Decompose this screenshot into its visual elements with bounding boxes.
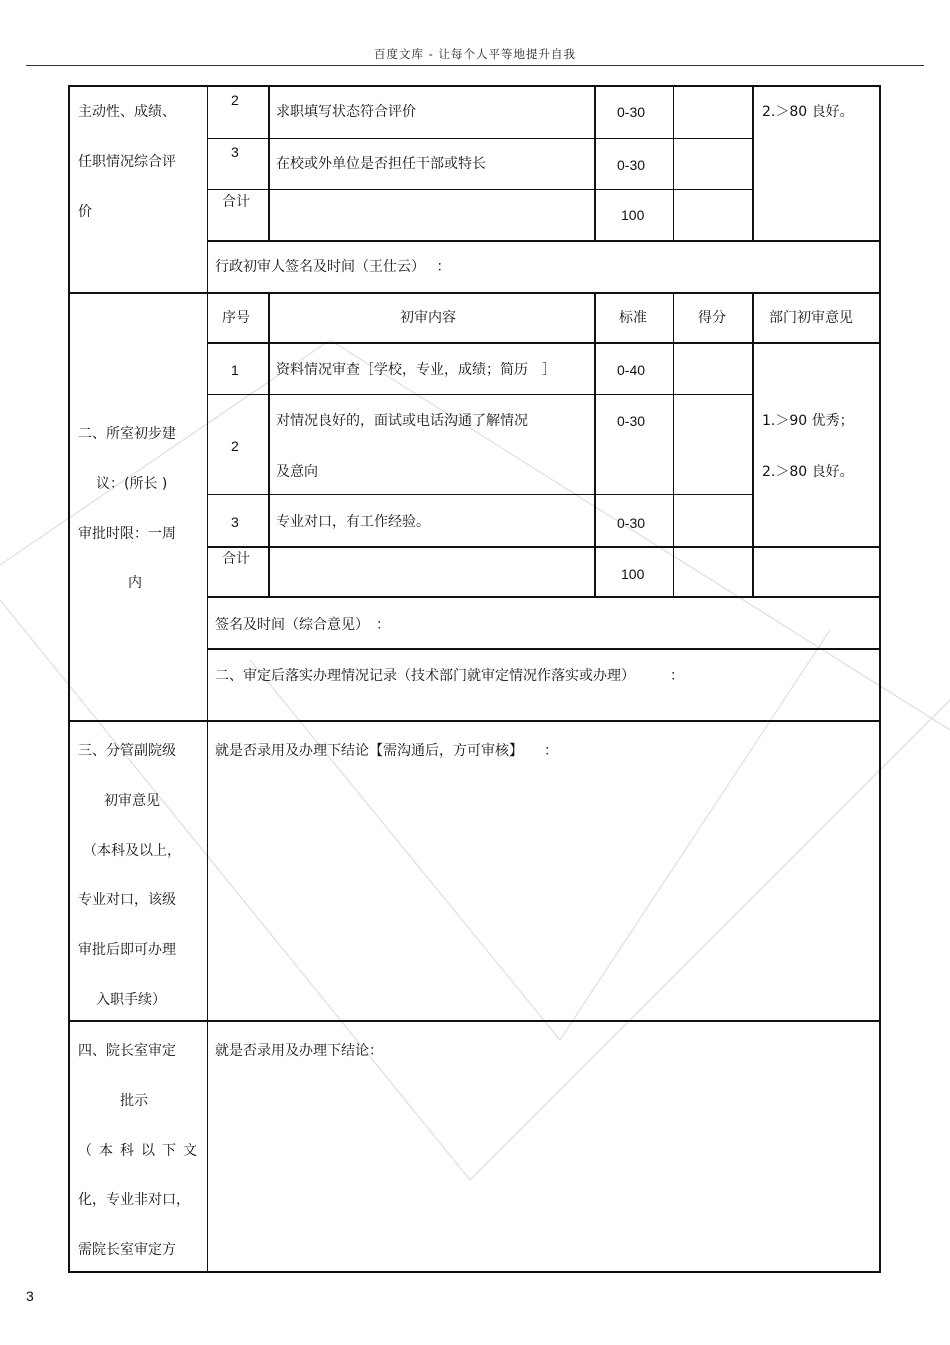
s2-header-bottom [208,342,881,344]
s1-left-line-3: 价 [78,204,92,220]
s4-left-line-5: 需院长室审定方 [78,1242,176,1258]
s1-row2-no: 3 [231,144,239,160]
s2-row-line-4 [208,596,881,598]
s4-left-line-4: 化，专业非对口， [78,1192,190,1208]
s2-left-line-3: 审批时限：一周 [78,526,176,542]
s1-row2-content: 在校或外单位是否担任干部或特长 [276,156,486,172]
s2-row2-standard: 0-30 [617,413,646,429]
s1-opinion: 2.＞80 良好。 [762,104,854,120]
s2-header-score: 得分 [698,310,726,326]
s3-left-line-6: 入职手续） [96,992,166,1008]
s3-content: 就是否录用及办理下结论【需沟通后，方可审核】 ： [215,743,558,759]
s2-header-opinion: 部门初审意见 [769,310,853,326]
s1-total-label: 合计 [222,194,250,210]
left-column-divider [207,85,208,1273]
s1-row-line-2 [208,189,753,190]
s2-row1-no: 1 [231,362,239,378]
s1-row-line-1 [208,138,753,139]
s2-left-line-2: 议：(所长 ) [96,476,168,492]
s2-row3-no: 3 [231,514,239,530]
s4-left-line-2: 批示 [120,1093,148,1109]
s4-content: 就是否录用及办理下结论： [215,1043,383,1059]
s2-row2-no: 2 [231,438,239,454]
s2-total-value: 100 [621,566,645,582]
s2-left-line-1: 二、所室初步建 [78,426,176,442]
s3-left-line-4: 专业对口，该级 [78,892,176,908]
s4-left-line-3: （本科以下文 [78,1143,204,1159]
s1-row2-standard: 0-30 [617,157,646,173]
s1-col-standard-right [673,85,674,241]
s2-row-line-2 [208,494,753,495]
table-border-right [879,85,881,1273]
s1-signature: 行政初审人签名及时间（王仕云） ： [215,259,451,275]
s2-record: 二、审定后落实办理情况记录（技术部门就审定情况作落实或办理） ： [215,668,684,684]
s2-row3-content: 专业对口，有工作经验。 [276,514,430,530]
s2-row1-content: 资料情况审查［学校，专业，成绩；简历 ］ [276,362,556,378]
table-border-left [68,85,70,1273]
table-border-bottom [68,1271,881,1273]
table-border-top [68,85,881,87]
s1-col-no-right [268,85,270,241]
s1-total-value: 100 [621,207,645,223]
s1-left-line-1: 主动性、成绩、 [78,104,176,120]
s1-left-line-2: 任职情况综合评 [78,154,176,170]
s2-opinion-line-1: 1.＞90 优秀； [762,413,854,429]
s3-left-line-3: （本科及以上， [83,843,181,859]
s1-row1-no: 2 [231,92,239,108]
s2-signature: 签名及时间（综合意见） ： [215,617,390,633]
s2-col-content-right [594,293,596,597]
s4-left-line-1: 四、院长室审定 [78,1043,176,1059]
s1-col-content-right [594,85,596,241]
s2-col-no-right [268,293,270,597]
s1-col-score-right [752,85,754,241]
s2-row-line-3 [208,546,881,548]
page-number: 3 [26,1288,34,1304]
section3-bottom-line [68,1020,881,1022]
s1-row1-standard: 0-30 [617,104,646,120]
header-divider [26,65,924,66]
s2-opinion-line-2: 2.＞80 良好。 [762,464,854,480]
s2-col-score-right [752,293,754,597]
s1-row-line-3 [208,240,881,242]
s3-left-line-2: 初审意见 [104,793,160,809]
page-header: 百度文库 - 让每个人平等地提升自我 [374,47,576,61]
s2-row1-standard: 0-40 [617,362,646,378]
s2-col-standard-right [673,293,674,597]
s2-row-line-5 [208,648,881,650]
s3-left-line-1: 三、分管副院级 [78,743,176,759]
s2-row2-content-line2: 及意向 [276,464,318,480]
section1-bottom-line [68,292,881,294]
s2-row3-standard: 0-30 [617,515,646,531]
section2-bottom-line [68,720,881,722]
s3-left-line-5: 审批后即可办理 [78,942,176,958]
s2-header-no: 序号 [222,310,250,326]
s2-left-line-4: 内 [128,575,142,591]
s2-row-line-1 [208,394,753,395]
s2-header-content: 初审内容 [400,310,456,326]
s2-total-label: 合计 [222,551,250,567]
s2-row2-content-line1: 对情况良好的，面试或电话沟通了解情况 [276,413,528,429]
s2-header-standard: 标准 [619,310,647,326]
s1-row1-content: 求职填写状态符合评价 [276,104,416,120]
